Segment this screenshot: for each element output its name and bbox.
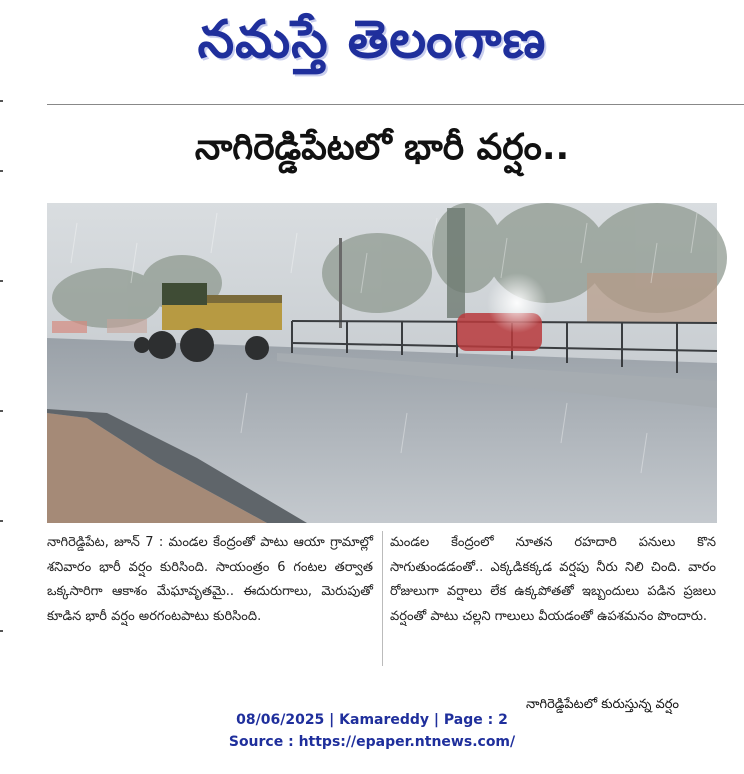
source-link[interactable]: Source : https://epaper.ntnews.com/ xyxy=(228,734,516,750)
headline-block xyxy=(47,116,717,188)
edition-info: 08/06/2025 | Kamareddy | Page : 2 xyxy=(236,712,508,728)
article-headline: నాగిరెడ్డిపేటలో భారీ వర్షం.. xyxy=(194,127,570,168)
newspaper-logo: నమస్తే తెలంగాణ xyxy=(197,9,547,70)
column-divider xyxy=(382,531,383,666)
top-rule xyxy=(47,104,744,105)
masthead xyxy=(0,0,744,92)
article-paragraph: నాగిరెడ్డిపేట, జూన్ 7 : మండల కేంద్రంతో పాటు ఆయా గ్రామాల్లో శనివారం భారీ వర్షం కురిసింది. సాయంత్రం 6 గంటల తర్వాత ఒక్కసారిగా ఆకాశం మేఘావృతమై.. ఈదురుగాలు, మెరుపుతో కూడిన భారీ వర్షం అరగంటపాటు కురిసింది. xyxy=(47,535,373,624)
article-column-left xyxy=(47,531,373,629)
photo-caption: నాగిరెడ్డిపేటలో కురుస్తున్న వర్షం xyxy=(516,693,689,719)
page-gutter xyxy=(0,100,4,640)
article-column-right xyxy=(390,531,716,629)
article-paragraph: మండల కేంద్రంలో నూతన రహదారి పనులు కొన సాగుతుండడంతో.. ఎక్కడికక్కడ వర్షపు నీరు నిలి చింది. వారం రోజులుగా వర్షాలు లేక ఉక్కపోతతో ఇబ్బందులు పడిన ప్రజలు వర్షంతో పాటు చల్లని గాలులు వీయడంతో ఉపశమనం పొందారు. xyxy=(390,535,716,624)
